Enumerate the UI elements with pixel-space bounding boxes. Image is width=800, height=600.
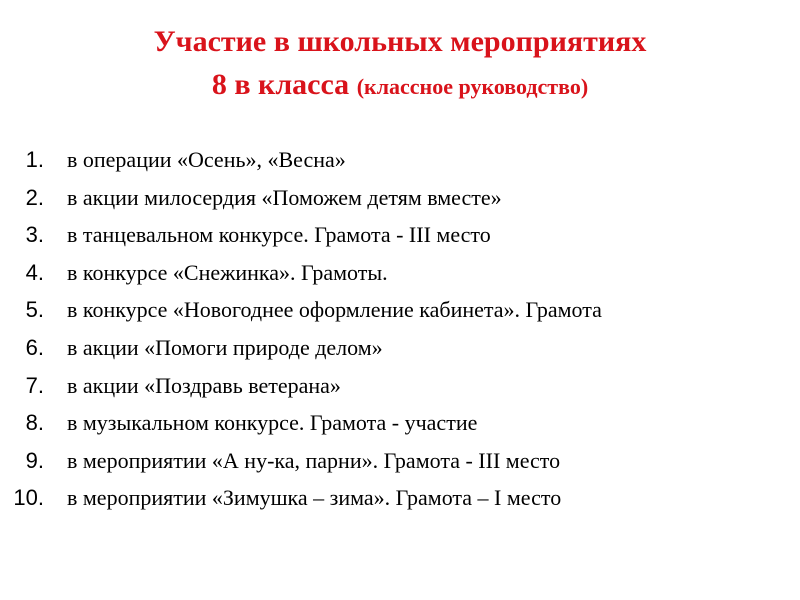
item-number: 2. [25,184,44,210]
events-list [0,141,800,517]
item-number: 9. [25,447,44,473]
item-number: 4. [25,259,44,285]
list-item [0,442,800,480]
title-line-2 [0,63,800,108]
item-text: в музыкальном конкурсе. Грамота - участие [67,410,478,436]
item-text: в акции «Поздравь ветерана» [67,372,341,398]
item-number: 1. [25,147,44,172]
item-text: в конкурсе «Снежинка». Грамоты. [67,259,388,285]
item-text: в танцевальном конкурсе. Грамота - III место [67,222,491,248]
item-number: 10. [13,485,44,511]
title-class: 8 в класса [211,68,350,101]
title-subtitle: (классное руководство) [356,74,589,99]
list-item [0,254,800,292]
item-text: в мероприятии «Зимушка – зима». Грамота – I место [67,485,562,511]
item-text: в конкурсе «Новогоднее оформление кабинета». Грамота [67,297,602,323]
item-number: 5. [25,297,44,323]
list-item [0,404,800,442]
item-number: 3. [25,222,44,248]
title-line-1: Участие в школьных мероприятиях [153,25,647,58]
list-item [0,291,800,329]
list-item [0,329,800,367]
list-item [0,367,800,405]
list-item [0,216,800,254]
list-item [0,141,800,179]
item-number: 7. [25,372,44,398]
slide-title [0,20,800,108]
item-text: в мероприятии «А ну-ка, парни». Грамота - III место [67,447,561,473]
item-text: в акции «Помоги природе делом» [67,334,383,360]
list-item [0,479,800,517]
item-text: в операции «Осень», «Весна» [67,147,346,172]
list-item [0,179,800,217]
item-number: 8. [25,410,44,436]
item-number: 6. [25,334,44,360]
item-text: в акции милосердия «Поможем детям вместе» [67,184,502,210]
